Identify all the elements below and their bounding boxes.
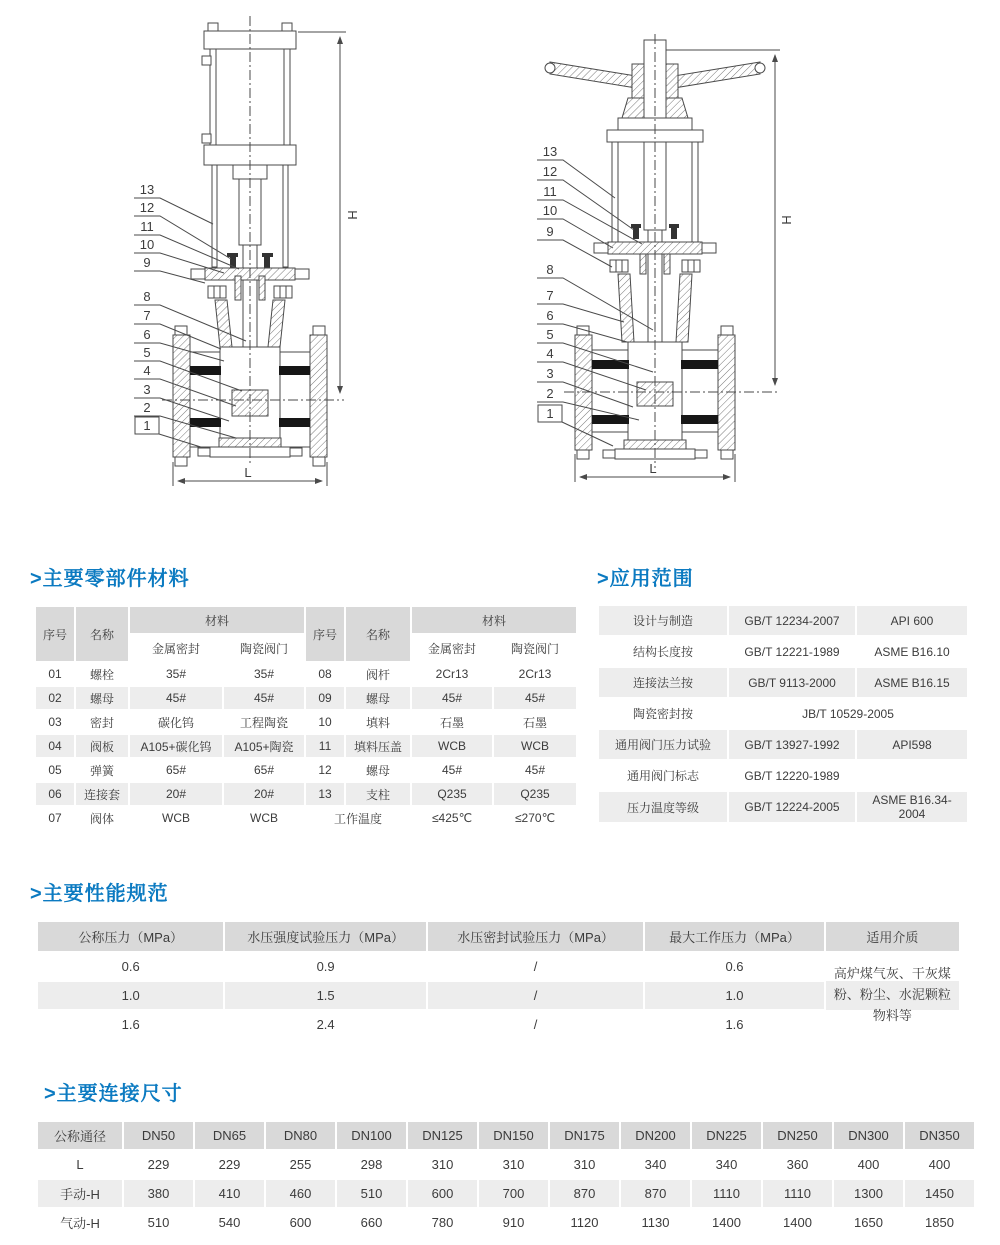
part-label: 8: [143, 289, 151, 304]
table-row: [36, 735, 576, 757]
cell: 支柱: [346, 783, 410, 805]
cell: 04: [36, 735, 74, 757]
col-header: DN225: [692, 1122, 761, 1149]
table-row: [36, 783, 576, 805]
dimension-h: [298, 32, 360, 393]
col-header: DN250: [763, 1122, 832, 1149]
cell: GB/T 12224-2005: [729, 792, 855, 822]
table-row: [38, 1180, 974, 1207]
cell: GB/T 12220-1989: [729, 761, 855, 790]
cell: 工程陶瓷: [240, 715, 289, 730]
cell: 阀体: [89, 811, 114, 826]
cell: 298: [360, 1157, 383, 1172]
cell: 400: [857, 1157, 880, 1172]
part-label: 5: [143, 345, 151, 360]
cell: 气动-H: [60, 1216, 100, 1231]
col-header: 材料: [412, 607, 576, 633]
part-label: 11: [140, 219, 154, 234]
cell: 阀板: [76, 735, 128, 757]
cell: 400: [928, 1157, 951, 1172]
part-label: 1: [143, 418, 151, 433]
col-header: DN50: [124, 1122, 193, 1149]
part-label: 11: [543, 184, 557, 199]
table-row: [36, 711, 576, 733]
materials-table: [34, 605, 578, 831]
cell: 1650: [854, 1215, 883, 1230]
cell: ≤270℃: [514, 811, 556, 825]
cell: 1300: [834, 1180, 903, 1207]
col-header: DN80: [266, 1122, 335, 1149]
cell: 压力温度等级: [599, 792, 727, 822]
cell: 45#: [224, 687, 304, 709]
cell: 460: [266, 1180, 335, 1207]
cell: 结构长度按: [599, 637, 727, 666]
cell: ASME B16.15: [857, 668, 967, 697]
part-label: 6: [546, 308, 554, 323]
part-label: 10: [542, 203, 558, 218]
col-header: DN300: [834, 1122, 903, 1149]
dim-l-label: L: [244, 465, 252, 480]
table-row: [38, 1011, 959, 1038]
col-header: DN200: [621, 1122, 690, 1149]
part-label: 7: [143, 308, 151, 323]
part-label: 4: [546, 346, 554, 361]
cell: 229: [147, 1157, 170, 1172]
cell: 310: [573, 1157, 596, 1172]
cell: 780: [431, 1215, 454, 1230]
cell: 03: [48, 715, 62, 729]
cell: 229: [218, 1157, 241, 1172]
application-table: [597, 604, 969, 824]
table-row: [599, 637, 967, 666]
cell: 910: [502, 1215, 525, 1230]
cell: 通用阀门压力试验: [599, 730, 727, 759]
cell: 1110: [763, 1180, 832, 1207]
cell: 0.9: [316, 959, 335, 974]
part-label: 2: [546, 386, 554, 401]
table-row: [38, 1151, 974, 1178]
part-label: 6: [143, 327, 151, 342]
col-header: 陶瓷阀门: [494, 635, 576, 661]
part-label: 13: [542, 144, 558, 159]
cell: 1130: [641, 1215, 670, 1230]
cell: 870: [550, 1180, 619, 1207]
cell: 0.6: [725, 959, 744, 974]
dim-l-label: L: [649, 461, 657, 476]
part-label: 8: [546, 262, 554, 277]
cell: ASME B16.34-2004: [857, 792, 967, 822]
cell: 20#: [224, 783, 304, 805]
col-header: DN65: [195, 1122, 264, 1149]
col-header: 金属密封: [130, 635, 222, 661]
cell: 阀杆: [366, 667, 391, 682]
cell: L: [76, 1157, 84, 1172]
cell: 1.0: [38, 982, 223, 1009]
table-row: [599, 699, 967, 728]
cell: GB/T 12234-2007: [729, 606, 855, 635]
col-header: DN175: [550, 1122, 619, 1149]
cell: 340: [644, 1157, 667, 1172]
part-label: 3: [546, 366, 554, 381]
cell: 螺母: [366, 763, 391, 778]
cell: 填料: [366, 715, 391, 730]
cell: 2Cr13: [435, 667, 469, 681]
cell: JB/T 10529-2005: [729, 699, 967, 728]
cell: 700: [479, 1180, 548, 1207]
col-header: 公称通径: [38, 1122, 122, 1149]
cell: 石墨: [440, 715, 465, 730]
medium-cell: 高炉煤气灰、干灰煤粉、粉尘、水泥颗粒物料等: [826, 953, 959, 1038]
part-label: 7: [546, 288, 554, 303]
cell: 1400: [783, 1215, 812, 1230]
pneumatic-valve-drawing: [120, 10, 400, 500]
cell: 1.6: [121, 1017, 140, 1032]
cell: 13: [306, 783, 344, 805]
table-row: [36, 663, 576, 685]
cell: 1400: [712, 1215, 741, 1230]
col-header: 序号: [306, 607, 344, 661]
cell: 02: [36, 687, 74, 709]
cell: 手动-H: [38, 1180, 122, 1207]
cell: WCB: [494, 735, 576, 757]
cell: 1850: [925, 1215, 954, 1230]
cell: 螺母: [76, 687, 128, 709]
cell: 1120: [570, 1215, 599, 1230]
table-row: [36, 759, 576, 781]
cell: 弹簧: [89, 763, 114, 778]
cell: 连接法兰按: [599, 668, 727, 697]
cell: 360: [786, 1157, 809, 1172]
cell: 陶瓷密封按: [599, 699, 727, 728]
cell: 1.0: [645, 982, 823, 1009]
cell: 540: [218, 1215, 241, 1230]
col-header: 水压密封试验压力（MPa）: [428, 922, 643, 951]
col-header: DN100: [337, 1122, 406, 1149]
table-row: [38, 1209, 974, 1236]
cell: 08: [318, 667, 332, 681]
cell: A105+碳化钨: [130, 735, 222, 757]
cell: 45#: [412, 687, 492, 709]
cell: WCB: [412, 735, 492, 757]
cell: 310: [431, 1157, 454, 1172]
cell: 870: [621, 1180, 690, 1207]
table-row: [36, 687, 576, 709]
table-header-row: [38, 1122, 974, 1149]
col-header: 序号: [36, 607, 74, 661]
cell: 1450: [905, 1180, 974, 1207]
cell: 45#: [442, 763, 463, 777]
cell: 1.6: [725, 1017, 744, 1032]
cell: 连接套: [76, 783, 128, 805]
performance-section-title: >主要性能规范: [30, 883, 169, 905]
cell: WCB: [250, 811, 278, 825]
cell: 2Cr13: [518, 667, 552, 681]
col-header: 名称: [346, 607, 410, 661]
cell: 45#: [494, 687, 576, 709]
part-label: 9: [546, 224, 554, 239]
cell: API598: [857, 730, 967, 759]
cell: 通用阀门标志: [599, 761, 727, 790]
col-header: 名称: [76, 607, 128, 661]
cell: 螺母: [346, 687, 410, 709]
cell: ≤425℃: [431, 811, 473, 825]
cell: 510: [147, 1215, 170, 1230]
part-label: 12: [542, 164, 558, 179]
cell: A105+陶瓷: [224, 735, 304, 757]
col-header: 水压强度试验压力（MPa）: [225, 922, 425, 951]
cell: 1.5: [225, 982, 425, 1009]
table-row: [599, 792, 967, 822]
cell: 35#: [165, 667, 187, 681]
cell: [857, 761, 967, 790]
cell: 510: [337, 1180, 406, 1207]
cell: 07: [48, 811, 62, 825]
dim-h-label: H: [779, 215, 794, 225]
cell: 螺栓: [89, 667, 114, 682]
cell: 05: [48, 763, 62, 777]
part-label: 4: [143, 363, 151, 378]
connection-dimensions-table: [36, 1120, 976, 1238]
cell: 密封: [89, 715, 114, 730]
table-row: [599, 761, 967, 790]
cell: 35#: [253, 667, 275, 681]
cell: WCB: [162, 811, 190, 825]
cell: API 600: [857, 606, 967, 635]
cell: /: [533, 959, 538, 974]
col-header: DN350: [905, 1122, 974, 1149]
cell: 310: [502, 1157, 525, 1172]
cylinder-actuator: [202, 23, 296, 165]
cell: 600: [289, 1215, 312, 1230]
cell: 石墨: [523, 715, 548, 730]
cell: GB/T 13927-1992: [729, 730, 855, 759]
table-header-row: [38, 922, 959, 951]
cell: 09: [306, 687, 344, 709]
table-row: [38, 953, 959, 980]
cell: 45#: [525, 763, 546, 777]
cell: 2.4: [316, 1017, 335, 1032]
dimension-l: [173, 462, 327, 486]
cell: /: [533, 1017, 538, 1032]
cell: 06: [36, 783, 74, 805]
cell: 20#: [130, 783, 222, 805]
cell: 01: [48, 667, 62, 681]
cell: 11: [306, 735, 344, 757]
cell: 12: [318, 763, 332, 777]
col-header: 陶瓷阀门: [224, 635, 304, 661]
cell: ASME B16.10: [857, 637, 967, 666]
table-header-row: [36, 607, 576, 633]
table-row: [38, 982, 959, 1009]
materials-section-title: >主要零部件材料: [30, 568, 190, 590]
part-label: 10: [139, 237, 155, 252]
col-header: 最大工作压力（MPa）: [645, 922, 823, 951]
cell: 工作温度: [334, 811, 383, 826]
cell: 0.6: [121, 959, 140, 974]
cell: 410: [195, 1180, 264, 1207]
table-row: [599, 606, 967, 635]
table-row: [599, 668, 967, 697]
part-label: 9: [143, 255, 151, 270]
table-row: [599, 730, 967, 759]
cell: Q235: [412, 783, 492, 805]
part-label: 12: [139, 200, 155, 215]
cell: 380: [124, 1180, 193, 1207]
cell: 45#: [130, 687, 222, 709]
cell: 340: [715, 1157, 738, 1172]
cell: 碳化钨: [157, 715, 194, 730]
cell: /: [428, 982, 643, 1009]
part-label: 5: [546, 327, 554, 342]
cell: 65#: [253, 763, 275, 777]
col-header: DN125: [408, 1122, 477, 1149]
performance-table: [36, 920, 961, 1040]
cell: 660: [360, 1215, 383, 1230]
cell: 600: [408, 1180, 477, 1207]
col-header: 适用介质: [826, 922, 959, 951]
cell: 1110: [692, 1180, 761, 1207]
application-section-title: >应用范围: [597, 568, 694, 590]
cell: GB/T 9113-2000: [729, 668, 855, 697]
cell: Q235: [494, 783, 576, 805]
cell: 填料压盖: [346, 735, 410, 757]
table-row: [36, 807, 576, 829]
dim-h-label: H: [345, 210, 360, 220]
part-label: 13: [139, 182, 155, 197]
cell: 255: [289, 1157, 312, 1172]
col-header: 材料: [130, 607, 304, 633]
cell: 设计与制造: [599, 606, 727, 635]
col-header: DN150: [479, 1122, 548, 1149]
cell: GB/T 12221-1989: [729, 637, 855, 666]
part-label: 2: [143, 400, 151, 415]
col-header: 金属密封: [412, 635, 492, 661]
dimensions-section-title: >主要连接尺寸: [44, 1083, 183, 1105]
cell: 10: [318, 715, 332, 729]
part-label: 1: [546, 406, 554, 421]
col-header: 公称压力（MPa）: [38, 922, 223, 951]
manual-valve-drawing: [520, 20, 800, 500]
part-label: 3: [143, 382, 151, 397]
cell: 65#: [165, 763, 187, 777]
